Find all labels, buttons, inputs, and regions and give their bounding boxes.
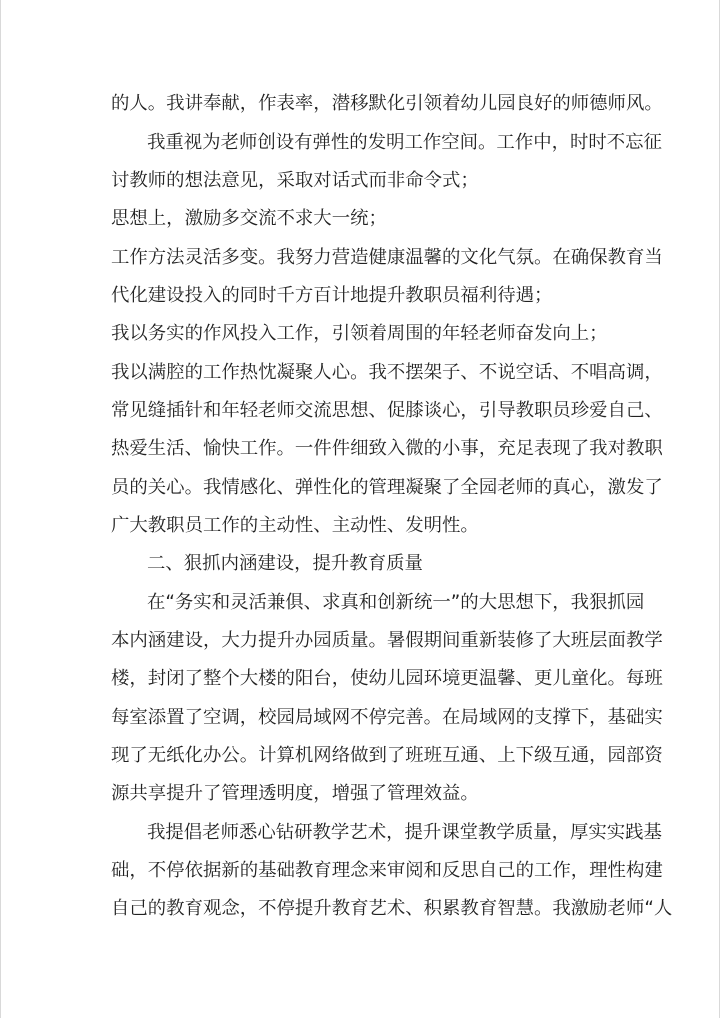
text-line: 自己的教育观念，不停提升教育艺术、积累教育智慧。我激励老师“人 <box>111 898 673 919</box>
text-line: 现了无纸化办公。计算机网络做到了班班互通、上下级互通，园部资 <box>111 745 663 766</box>
text-line: 础，不停依据新的基础教育理念来审阅和反思自己的工作，理性构建 <box>111 860 663 881</box>
text-line: 广大教职员工作的主动性、主动性、发明性。 <box>111 515 479 536</box>
text-line: 本内涵建设，大力提升办园质量。暑假期间重新装修了大班层面教学 <box>111 630 663 651</box>
text-line: 我以满腔的工作热忱凝聚人心。我不摆架子、不说空话、不唱高调， <box>111 362 663 383</box>
text-line: 常见缝插针和年轻老师交流思想、促膝谈心，引导教职员珍爱自己、 <box>111 400 663 421</box>
text-line: 楼，封闭了整个大楼的阳台，使幼儿园环境更温馨、更儿童化。每班 <box>111 668 663 689</box>
text-line: 源共享提升了管理透明度，增强了管理效益。 <box>111 783 479 804</box>
text-line: 热爱生活、愉快工作。一件件细致入微的小事，充足表现了我对教职 <box>111 438 663 459</box>
section-heading: 二、狠抓内涵建设，提升教育质量 <box>147 553 423 574</box>
text-line: 我以务实的作风投入工作，引领着周围的年轻老师奋发向上； <box>111 323 608 344</box>
text-line: 工作方法灵活多变。我努力营造健康温馨的文化气氛。在确保教育当 <box>111 247 663 268</box>
text-line: 我重视为老师创设有弹性的发明工作空间。工作中，时时不忘征 <box>147 132 662 153</box>
text-line: 思想上，激励多交流不求大一统； <box>111 208 387 229</box>
text-line: 在“务实和灵活兼俱、求真和创新统一”的大思想下，我狠抓园 <box>147 592 645 613</box>
text-line: 我提倡老师悉心钻研教学艺术，提升课堂教学质量，厚实实践基 <box>147 822 662 843</box>
text-line: 的人。我讲奉献，作表率，潜移默化引领着幼儿园良好的师德师风。 <box>111 93 663 114</box>
text-line: 每室添置了空调，校园局域网不停完善。在局域网的支撑下，基础实 <box>111 707 663 728</box>
text-line: 员的关心。我情感化、弹性化的管理凝聚了全园老师的真心，激发了 <box>111 477 663 498</box>
text-line: 讨教师的想法意见，采取对话式而非命令式； <box>111 170 479 191</box>
text-line: 代化建设投入的同时千方百计地提升教职员福利待遇； <box>111 285 553 306</box>
